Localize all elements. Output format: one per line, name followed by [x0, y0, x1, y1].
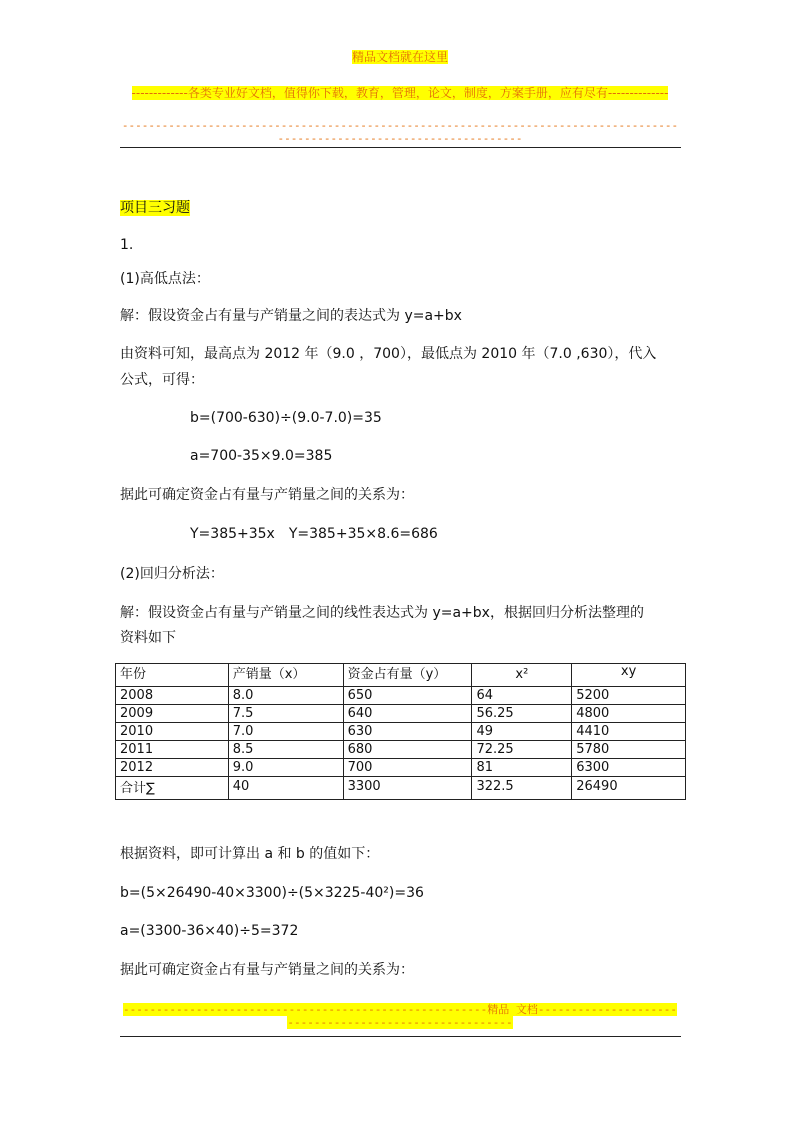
table-row	[116, 723, 686, 741]
part1-data-note-line2: 公式，可得：	[120, 372, 204, 388]
header-title: 精品文档就在这里	[351, 50, 448, 64]
table-cell: 700	[343, 759, 472, 777]
part1-heading: (1)高低点法：	[120, 271, 210, 287]
table-cell: 合计∑	[116, 777, 229, 800]
table-row	[116, 687, 686, 705]
table-cell: 4410	[572, 723, 686, 741]
part2-assume-line1: 解：假设资金占有量与产销量之间的线性表达式为 y=a+bx，根据回归分析法整理的	[120, 605, 644, 621]
part1-result: Y=385+35x Y=385+35×8.6=686	[190, 526, 438, 542]
table-cell: 7.5	[228, 705, 343, 723]
table-header-cell: 资金占有量（y）	[343, 664, 472, 687]
table-cell: 2011	[116, 741, 229, 759]
header-dash-line: -------------------------------------------------------------------------------------------------------------------------	[121, 119, 679, 145]
table-cell: 5200	[572, 687, 686, 705]
table-cell: 3300	[343, 777, 472, 800]
part1-formula-b: b=(700-630)÷(9.0-7.0)=35	[190, 410, 382, 426]
part1-assume: 解：假设资金占有量与产销量之间的表达式为 y=a+bx	[120, 308, 462, 324]
table-cell: 8.5	[228, 741, 343, 759]
table-cell: 2008	[116, 687, 229, 705]
part1-formula-a: a=700-35×9.0=385	[190, 448, 333, 464]
table-cell: 4800	[572, 705, 686, 723]
part2-heading: (2)回归分析法：	[120, 566, 224, 582]
table-cell: 40	[228, 777, 343, 800]
table-cell: 72.25	[472, 741, 572, 759]
header-subtitle: -------------各类专业好文档，值得你下载，教育，管理，论文，制度，方案手册，应有尽有--------------	[131, 86, 669, 100]
table-cell: 9.0	[228, 759, 343, 777]
table-row	[116, 705, 686, 723]
table-cell: 26490	[572, 777, 686, 800]
footer-banner: -------------------------------------------------------精品 文档-------------------------------------------------------	[123, 1003, 677, 1029]
table-total-row	[116, 777, 686, 800]
footer-rule	[120, 1036, 681, 1037]
table-cell: 8.0	[228, 687, 343, 705]
part2-assume-line2: 资料如下	[120, 630, 176, 646]
table-cell: 64	[472, 687, 572, 705]
part1-data-note-line1: 由资料可知，最高点为 2012 年（9.0 ，700），最低点为 2010 年（7.0 ,630），代入	[120, 346, 657, 362]
table-header-cell: x²	[472, 664, 572, 687]
table-cell: 81	[472, 759, 572, 777]
table-cell: 322.5	[472, 777, 572, 800]
table-header-cell: xy	[572, 664, 686, 687]
table-header-cell: 产销量（x）	[228, 664, 343, 687]
table-cell: 2012	[116, 759, 229, 777]
table-cell: 650	[343, 687, 472, 705]
item-number: 1.	[120, 237, 134, 253]
regression-table	[115, 663, 686, 800]
table-cell: 5780	[572, 741, 686, 759]
part2-calc-intro: 根据资料，即可计算出 a 和 b 的值如下：	[120, 846, 380, 862]
table-header-cell: 年份	[116, 664, 229, 687]
table-cell: 2009	[116, 705, 229, 723]
header-rule	[120, 147, 681, 148]
section-title: 项目三习题	[120, 200, 190, 216]
table-cell: 2010	[116, 723, 229, 741]
table-cell: 6300	[572, 759, 686, 777]
part2-formula-a: a=(3300-36×40)÷5=372	[120, 923, 299, 939]
table-row	[116, 741, 686, 759]
table-cell: 630	[343, 723, 472, 741]
part2-formula-b: b=(5×26490-40×3300)÷(5×3225-40²)=36	[120, 885, 424, 901]
table-row	[116, 759, 686, 777]
table-cell: 680	[343, 741, 472, 759]
table-cell: 49	[472, 723, 572, 741]
part2-conclusion: 据此可确定资金占有量与产销量之间的关系为：	[120, 962, 414, 978]
table-cell: 7.0	[228, 723, 343, 741]
table-header-row	[116, 664, 686, 687]
table-cell: 56.25	[472, 705, 572, 723]
part1-conclusion: 据此可确定资金占有量与产销量之间的关系为：	[120, 487, 414, 503]
table-cell: 640	[343, 705, 472, 723]
